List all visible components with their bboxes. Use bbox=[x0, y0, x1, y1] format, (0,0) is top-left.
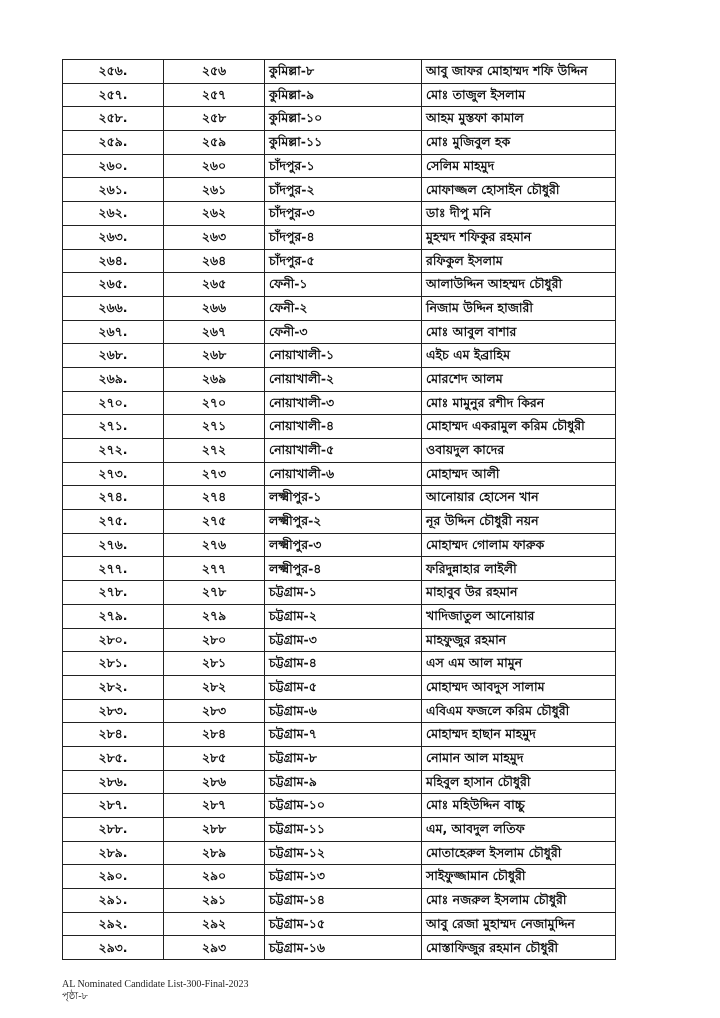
seat-number-cell: ২৬০ bbox=[164, 154, 265, 178]
seat-number-cell: ২৭৬ bbox=[164, 533, 265, 557]
candidate-name-cell: নূর উদ্দিন চৌধুরী নয়ন bbox=[422, 510, 616, 534]
constituency-cell: চাঁদপুর-২ bbox=[265, 178, 422, 202]
constituency-cell: নোয়াখালী-৪ bbox=[265, 415, 422, 439]
serial-number-cell: ২৬৬. bbox=[63, 296, 164, 320]
candidate-name-cell: সাইফুজ্জামান চৌধুরী bbox=[422, 865, 616, 889]
candidate-name-cell: মোঃ আবুল বাশার bbox=[422, 320, 616, 344]
candidate-name-cell: মোফাজ্জল হোসাইন চৌধুরী bbox=[422, 178, 616, 202]
table-row bbox=[63, 628, 616, 652]
constituency-cell: চট্টগ্রাম-৭ bbox=[265, 723, 422, 747]
seat-number-cell: ২৬৪ bbox=[164, 249, 265, 273]
table-row bbox=[63, 415, 616, 439]
seat-number-cell: ২৬৮ bbox=[164, 344, 265, 368]
constituency-cell: চট্টগ্রাম-১২ bbox=[265, 841, 422, 865]
seat-number-cell: ২৭৮ bbox=[164, 581, 265, 605]
constituency-cell: চট্টগ্রাম-১০ bbox=[265, 794, 422, 818]
candidate-name-cell: রফিকুল ইসলাম bbox=[422, 249, 616, 273]
constituency-cell: চাঁদপুর-৩ bbox=[265, 202, 422, 226]
seat-number-cell: ২৮০ bbox=[164, 628, 265, 652]
constituency-cell: লক্ষ্মীপুর-১ bbox=[265, 486, 422, 510]
seat-number-cell: ২৭১ bbox=[164, 415, 265, 439]
candidate-name-cell: সেলিম মাহমুদ bbox=[422, 154, 616, 178]
table-row bbox=[63, 344, 616, 368]
table-row bbox=[63, 510, 616, 534]
candidate-name-cell: আলাউদ্দিন আহম্মদ চৌধুরী bbox=[422, 273, 616, 297]
seat-number-cell: ২৫৮ bbox=[164, 107, 265, 131]
constituency-cell: চাঁদপুর-৪ bbox=[265, 225, 422, 249]
table-row bbox=[63, 107, 616, 131]
serial-number-cell: ২৫৯. bbox=[63, 131, 164, 155]
serial-number-cell: ২৮৫. bbox=[63, 746, 164, 770]
candidate-name-cell: মোঃ তাজুল ইসলাম bbox=[422, 83, 616, 107]
candidate-name-cell: এস এম আল মামুন bbox=[422, 652, 616, 676]
table-row bbox=[63, 439, 616, 463]
serial-number-cell: ২৮০. bbox=[63, 628, 164, 652]
serial-number-cell: ২৮৩. bbox=[63, 699, 164, 723]
constituency-cell: ফেনী-২ bbox=[265, 296, 422, 320]
candidate-name-cell: আবু রেজা মুহাম্মদ নেজামুদ্দিন bbox=[422, 912, 616, 936]
table-row bbox=[63, 367, 616, 391]
seat-number-cell: ২৭৫ bbox=[164, 510, 265, 534]
seat-number-cell: ২৮৭ bbox=[164, 794, 265, 818]
candidate-name-cell: আহম মুস্তফা কামাল bbox=[422, 107, 616, 131]
constituency-cell: চট্টগ্রাম-২ bbox=[265, 604, 422, 628]
constituency-cell: চট্টগ্রাম-৩ bbox=[265, 628, 422, 652]
table-row bbox=[63, 865, 616, 889]
serial-number-cell: ২৬৪. bbox=[63, 249, 164, 273]
candidate-table-container bbox=[62, 59, 616, 960]
candidate-name-cell: মোঃ মামুনুর রশীদ কিরন bbox=[422, 391, 616, 415]
table-row bbox=[63, 581, 616, 605]
seat-number-cell: ২৬৬ bbox=[164, 296, 265, 320]
constituency-cell: ফেনী-৩ bbox=[265, 320, 422, 344]
footer-page-number: পৃষ্ঠা-৮ bbox=[62, 991, 89, 1002]
seat-number-cell: ২৭২ bbox=[164, 439, 265, 463]
constituency-cell: চট্টগ্রাম-১৪ bbox=[265, 889, 422, 913]
candidate-name-cell: নিজাম উদ্দিন হাজারী bbox=[422, 296, 616, 320]
seat-number-cell: ২৯২ bbox=[164, 912, 265, 936]
candidate-name-cell: মোরশেদ আলম bbox=[422, 367, 616, 391]
serial-number-cell: ২৯৩. bbox=[63, 936, 164, 960]
constituency-cell: চট্টগ্রাম-৬ bbox=[265, 699, 422, 723]
table-row bbox=[63, 652, 616, 676]
table-row bbox=[63, 249, 616, 273]
serial-number-cell: ২৮৬. bbox=[63, 770, 164, 794]
constituency-cell: ফেনী-১ bbox=[265, 273, 422, 297]
constituency-cell: কুমিল্লা-১১ bbox=[265, 131, 422, 155]
serial-number-cell: ২৭১. bbox=[63, 415, 164, 439]
candidate-name-cell: মোতাহেরুল ইসলাম চৌধুরী bbox=[422, 841, 616, 865]
constituency-cell: চাঁদপুর-৫ bbox=[265, 249, 422, 273]
serial-number-cell: ২৬২. bbox=[63, 202, 164, 226]
candidate-name-cell: মোঃ নজরুল ইসলাম চৌধুরী bbox=[422, 889, 616, 913]
serial-number-cell: ২৯২. bbox=[63, 912, 164, 936]
serial-number-cell: ২৬৯. bbox=[63, 367, 164, 391]
serial-number-cell: ২৭৬. bbox=[63, 533, 164, 557]
candidate-name-cell: মোস্তাফিজুর রহমান চৌধুরী bbox=[422, 936, 616, 960]
table-row bbox=[63, 936, 616, 960]
serial-number-cell: ২৭৮. bbox=[63, 581, 164, 605]
seat-number-cell: ২৬৩ bbox=[164, 225, 265, 249]
constituency-cell: চট্টগ্রাম-৫ bbox=[265, 675, 422, 699]
table-row bbox=[63, 273, 616, 297]
serial-number-cell: ২৬৫. bbox=[63, 273, 164, 297]
seat-number-cell: ২৫৯ bbox=[164, 131, 265, 155]
table-row bbox=[63, 723, 616, 747]
constituency-cell: লক্ষ্মীপুর-৪ bbox=[265, 557, 422, 581]
constituency-cell: নোয়াখালী-৫ bbox=[265, 439, 422, 463]
seat-number-cell: ২৮৮ bbox=[164, 818, 265, 842]
candidate-name-cell: আবু জাফর মোহাম্মদ শফি উদ্দিন bbox=[422, 60, 616, 84]
serial-number-cell: ২৭২. bbox=[63, 439, 164, 463]
constituency-cell: কুমিল্লা-৯ bbox=[265, 83, 422, 107]
constituency-cell: চট্টগ্রাম-১ bbox=[265, 581, 422, 605]
constituency-cell: লক্ষ্মীপুর-২ bbox=[265, 510, 422, 534]
table-row bbox=[63, 391, 616, 415]
seat-number-cell: ২৮৫ bbox=[164, 746, 265, 770]
table-row bbox=[63, 746, 616, 770]
constituency-cell: কুমিল্লা-১০ bbox=[265, 107, 422, 131]
serial-number-cell: ২৭৯. bbox=[63, 604, 164, 628]
candidate-name-cell: নোমান আল মাহমুদ bbox=[422, 746, 616, 770]
constituency-cell: চাঁদপুর-১ bbox=[265, 154, 422, 178]
serial-number-cell: ২৬৭. bbox=[63, 320, 164, 344]
serial-number-cell: ২৭৭. bbox=[63, 557, 164, 581]
candidate-name-cell: মোঃ মুজিবুল হক bbox=[422, 131, 616, 155]
candidate-name-cell: মোহাম্মদ আবদুস সালাম bbox=[422, 675, 616, 699]
seat-number-cell: ২৮৬ bbox=[164, 770, 265, 794]
seat-number-cell: ২৮৯ bbox=[164, 841, 265, 865]
constituency-cell: চট্টগ্রাম-৪ bbox=[265, 652, 422, 676]
table-row bbox=[63, 60, 616, 84]
candidate-name-cell: ডাঃ দীপু মনি bbox=[422, 202, 616, 226]
candidate-name-cell: খাদিজাতুল আনোয়ার bbox=[422, 604, 616, 628]
serial-number-cell: ২৫৮. bbox=[63, 107, 164, 131]
seat-number-cell: ২৭৯ bbox=[164, 604, 265, 628]
seat-number-cell: ২৭৭ bbox=[164, 557, 265, 581]
table-row bbox=[63, 841, 616, 865]
table-row bbox=[63, 770, 616, 794]
candidate-name-cell: মাহফুজুর রহমান bbox=[422, 628, 616, 652]
table-row bbox=[63, 131, 616, 155]
table-row bbox=[63, 154, 616, 178]
table-row bbox=[63, 889, 616, 913]
serial-number-cell: ২৭৫. bbox=[63, 510, 164, 534]
candidate-table-body bbox=[63, 60, 616, 960]
constituency-cell: নোয়াখালী-৩ bbox=[265, 391, 422, 415]
table-row bbox=[63, 912, 616, 936]
constituency-cell: লক্ষ্মীপুর-৩ bbox=[265, 533, 422, 557]
serial-number-cell: ২৮১. bbox=[63, 652, 164, 676]
constituency-cell: নোয়াখালী-২ bbox=[265, 367, 422, 391]
candidate-name-cell: এবিএম ফজলে করিম চৌধুরী bbox=[422, 699, 616, 723]
candidate-name-cell: মোঃ মহিউদ্দিন বাচ্চু bbox=[422, 794, 616, 818]
constituency-cell: নোয়াখালী-৬ bbox=[265, 462, 422, 486]
seat-number-cell: ২৫৬ bbox=[164, 60, 265, 84]
seat-number-cell: ২৮৪ bbox=[164, 723, 265, 747]
seat-number-cell: ২৯০ bbox=[164, 865, 265, 889]
table-row bbox=[63, 557, 616, 581]
table-row bbox=[63, 202, 616, 226]
seat-number-cell: ২৬৯ bbox=[164, 367, 265, 391]
table-row bbox=[63, 296, 616, 320]
table-row bbox=[63, 83, 616, 107]
constituency-cell: চট্টগ্রাম-৮ bbox=[265, 746, 422, 770]
serial-number-cell: ২৯০. bbox=[63, 865, 164, 889]
seat-number-cell: ২৬৭ bbox=[164, 320, 265, 344]
serial-number-cell: ২৬৩. bbox=[63, 225, 164, 249]
constituency-cell: চট্টগ্রাম-১৬ bbox=[265, 936, 422, 960]
constituency-cell: চট্টগ্রাম-৯ bbox=[265, 770, 422, 794]
table-row bbox=[63, 794, 616, 818]
candidate-table bbox=[62, 59, 616, 960]
table-row bbox=[63, 320, 616, 344]
seat-number-cell: ২৭৪ bbox=[164, 486, 265, 510]
constituency-cell: চট্টগ্রাম-১৩ bbox=[265, 865, 422, 889]
serial-number-cell: ২৬১. bbox=[63, 178, 164, 202]
seat-number-cell: ২৬২ bbox=[164, 202, 265, 226]
serial-number-cell: ২৬০. bbox=[63, 154, 164, 178]
seat-number-cell: ২৮১ bbox=[164, 652, 265, 676]
seat-number-cell: ২৫৭ bbox=[164, 83, 265, 107]
footer-document-name: AL Nominated Candidate List-300-Final-2023 bbox=[62, 979, 249, 990]
seat-number-cell: ২৬১ bbox=[164, 178, 265, 202]
table-row bbox=[63, 462, 616, 486]
table-row bbox=[63, 486, 616, 510]
candidate-name-cell: এম, আবদুল লতিফ bbox=[422, 818, 616, 842]
serial-number-cell: ২৫৬. bbox=[63, 60, 164, 84]
seat-number-cell: ২৮৩ bbox=[164, 699, 265, 723]
candidate-name-cell: মোহাম্মদ আলী bbox=[422, 462, 616, 486]
table-row bbox=[63, 675, 616, 699]
candidate-name-cell: এইচ এম ইব্রাহিম bbox=[422, 344, 616, 368]
serial-number-cell: ২৭৩. bbox=[63, 462, 164, 486]
serial-number-cell: ২৮২. bbox=[63, 675, 164, 699]
seat-number-cell: ২৭৩ bbox=[164, 462, 265, 486]
seat-number-cell: ২৯১ bbox=[164, 889, 265, 913]
table-row bbox=[63, 178, 616, 202]
serial-number-cell: ২৭৪. bbox=[63, 486, 164, 510]
table-row bbox=[63, 604, 616, 628]
table-row bbox=[63, 818, 616, 842]
candidate-name-cell: ফরিদুন্নাহার লাইলী bbox=[422, 557, 616, 581]
seat-number-cell: ২৮২ bbox=[164, 675, 265, 699]
candidate-name-cell: মহিবুল হাসান চৌধুরী bbox=[422, 770, 616, 794]
seat-number-cell: ২৬৫ bbox=[164, 273, 265, 297]
serial-number-cell: ২৮৪. bbox=[63, 723, 164, 747]
constituency-cell: নোয়াখালী-১ bbox=[265, 344, 422, 368]
candidate-name-cell: মোহাম্মদ গোলাম ফারুক bbox=[422, 533, 616, 557]
candidate-name-cell: মাহাবুব উর রহমান bbox=[422, 581, 616, 605]
table-row bbox=[63, 533, 616, 557]
candidate-name-cell: ওবায়দুল কাদের bbox=[422, 439, 616, 463]
serial-number-cell: ২৭০. bbox=[63, 391, 164, 415]
constituency-cell: চট্টগ্রাম-১৫ bbox=[265, 912, 422, 936]
table-row bbox=[63, 699, 616, 723]
serial-number-cell: ২৯১. bbox=[63, 889, 164, 913]
serial-number-cell: ২৬৮. bbox=[63, 344, 164, 368]
candidate-name-cell: আনোয়ার হোসেন খান bbox=[422, 486, 616, 510]
serial-number-cell: ২৫৭. bbox=[63, 83, 164, 107]
serial-number-cell: ২৮৯. bbox=[63, 841, 164, 865]
candidate-name-cell: মোহাম্মদ হাছান মাহমুদ bbox=[422, 723, 616, 747]
seat-number-cell: ২৯৩ bbox=[164, 936, 265, 960]
page-footer bbox=[62, 979, 249, 1003]
seat-number-cell: ২৭০ bbox=[164, 391, 265, 415]
serial-number-cell: ২৮৭. bbox=[63, 794, 164, 818]
constituency-cell: চট্টগ্রাম-১১ bbox=[265, 818, 422, 842]
candidate-name-cell: মুহম্মদ শফিকুর রহমান bbox=[422, 225, 616, 249]
table-row bbox=[63, 225, 616, 249]
serial-number-cell: ২৮৮. bbox=[63, 818, 164, 842]
candidate-name-cell: মোহাম্মদ একরামুল করিম চৌধুরী bbox=[422, 415, 616, 439]
constituency-cell: কুমিল্লা-৮ bbox=[265, 60, 422, 84]
